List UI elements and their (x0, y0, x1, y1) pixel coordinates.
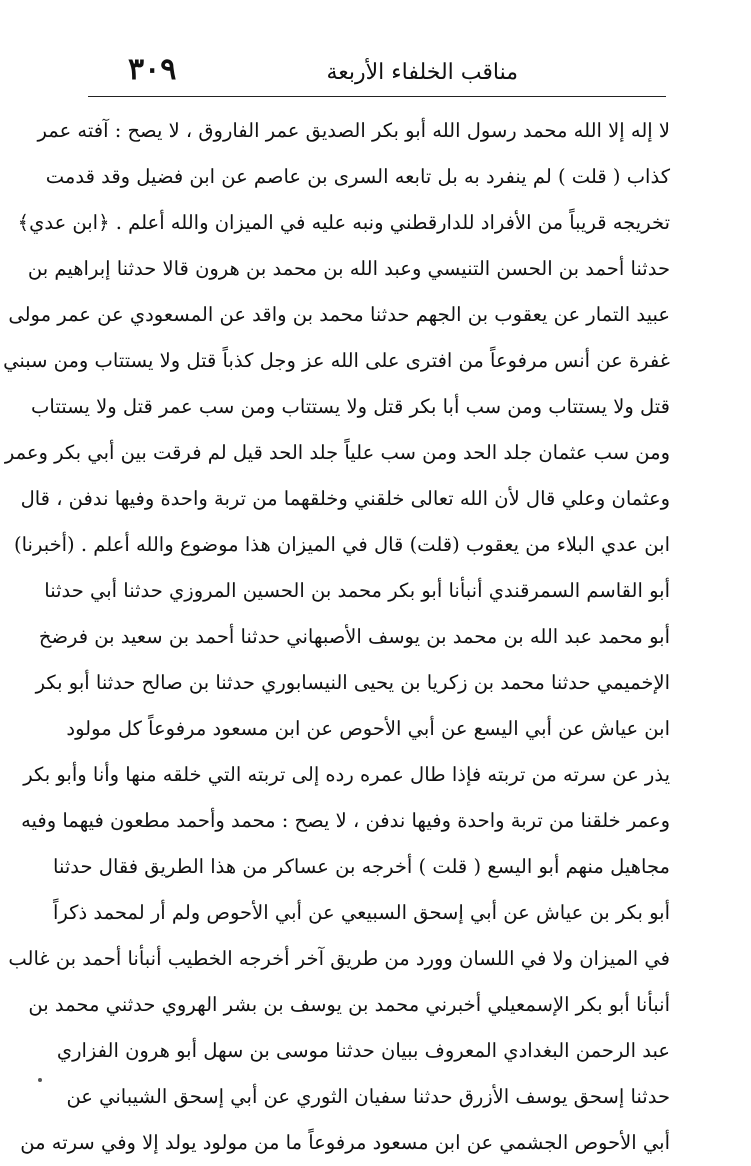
text-line: الإخميمي حدثنا محمد بن زكريا بن يحيى النيسابوري حدثنا بن صالح حدثنا أبو بكر (35, 671, 670, 694)
header-title: مناقب الخلفاء الأربعة (326, 60, 518, 85)
paper-speck (38, 1078, 42, 1082)
text-line: أبي الأحوص الجشمي عن ابن مسعود مرفوعاً ما من مولود يولد إلا وفي سرته من (20, 1131, 670, 1154)
header-rule (88, 96, 666, 97)
body-text (3, 108, 670, 1166)
text-line: عبد الرحمن البغدادي المعروف ببيان حدثنا موسى بن سهل أبو هرون الفزاري (56, 1039, 670, 1062)
text-line: لا إله إلا الله محمد رسول الله أبو بكر الصديق عمر الفاروق ، لا يصح : آفته عمر (37, 119, 670, 142)
text-line: تخريجه قريباً من الأفراد للدارقطني ونبه عليه في الميزان والله أعلم . ﴿ابن عدي﴾ (17, 211, 670, 234)
text-line: كذاب ( قلت ) لم ينفرد به بل تابعه السرى بن عاصم عن ابن فضيل وقد قدمت (45, 165, 670, 188)
text-line: أبو محمد عبد الله بن محمد بن يوسف الأصبهاني حدثنا أحمد بن سعيد بن فرضخ (38, 625, 670, 648)
text-line: مجاهيل منهم أبو اليسع ( قلت ) أخرجه بن عساكر من هذا الطريق فقال حدثنا (53, 855, 670, 878)
text-line: عبيد التمار عن يعقوب بن الجهم حدثنا محمد بن واقد عن المسعودي عن عمر مولى (8, 303, 670, 326)
text-line: أبو بكر بن عياش عن أبي إسحق السبيعي عن أبي الأحوص ولم أر لمحمد ذكراً (52, 901, 670, 924)
text-line: ابن عدي البلاء من يعقوب (قلت) قال في الميزان هذا موضوع والله أعلم . (أخبرنا) (13, 533, 670, 556)
text-line: حدثنا إسحق يوسف الأزرق حدثنا سفيان الثوري عن أبي إسحق الشيباني عن (66, 1085, 670, 1108)
text-line: غفرة عن أنس مرفوعاً من افترى على الله عز وجل كذباً قتل ولا يستتاب ومن سبني (3, 349, 670, 372)
page-number: ٣٠٩ (128, 52, 177, 87)
running-header (98, 54, 668, 96)
text-line: ومن سب عثمان جلد الحد ومن سب علياً جلد الحد قيل لم فرقت بين أبي بكر وعمر (4, 441, 670, 464)
text-line: حدثنا أحمد بن الحسن التنيسي وعبد الله بن محمد بن هرون قالا حدثنا إبراهيم بن (27, 257, 670, 280)
text-line: وعمر خلقنا من تربة واحدة وفيها ندفن ، لا يصح : محمد وأحمد مطعون فيهما وفيه (21, 809, 670, 832)
text-line: قتل ولا يستتاب ومن سب أبا بكر قتل ولا يستتاب ومن سب عمر قتل ولا يستتاب (31, 395, 670, 418)
text-line: أبو القاسم السمرقندي أنبأنا أبو بكر محمد بن الحسين المروزي حدثنا أبي حدثنا (44, 579, 670, 602)
text-line: أنبأنا أبو بكر الإسمعيلي أخبرني محمد بن يوسف بن بشر الهروي حدثني محمد بن (28, 993, 670, 1016)
text-line: وعثمان وعلي قال لأن الله تعالى خلقني وخلقهما من تربة واحدة وفيها ندفن ، قال (20, 487, 670, 510)
text-line: في الميزان ولا في اللسان وورد من طريق آخر أخرجه الخطيب أنبأنا أحمد بن غالب (8, 947, 670, 970)
text-line: يذر عن سرته من تربته فإذا طال عمره رده إلى تربته التي خلقه منها وأنا وأبو بكر (23, 763, 670, 786)
text-line: ابن عياش عن أبي اليسع عن أبي الأحوص عن ابن مسعود مرفوعاً كل مولود (66, 717, 670, 740)
